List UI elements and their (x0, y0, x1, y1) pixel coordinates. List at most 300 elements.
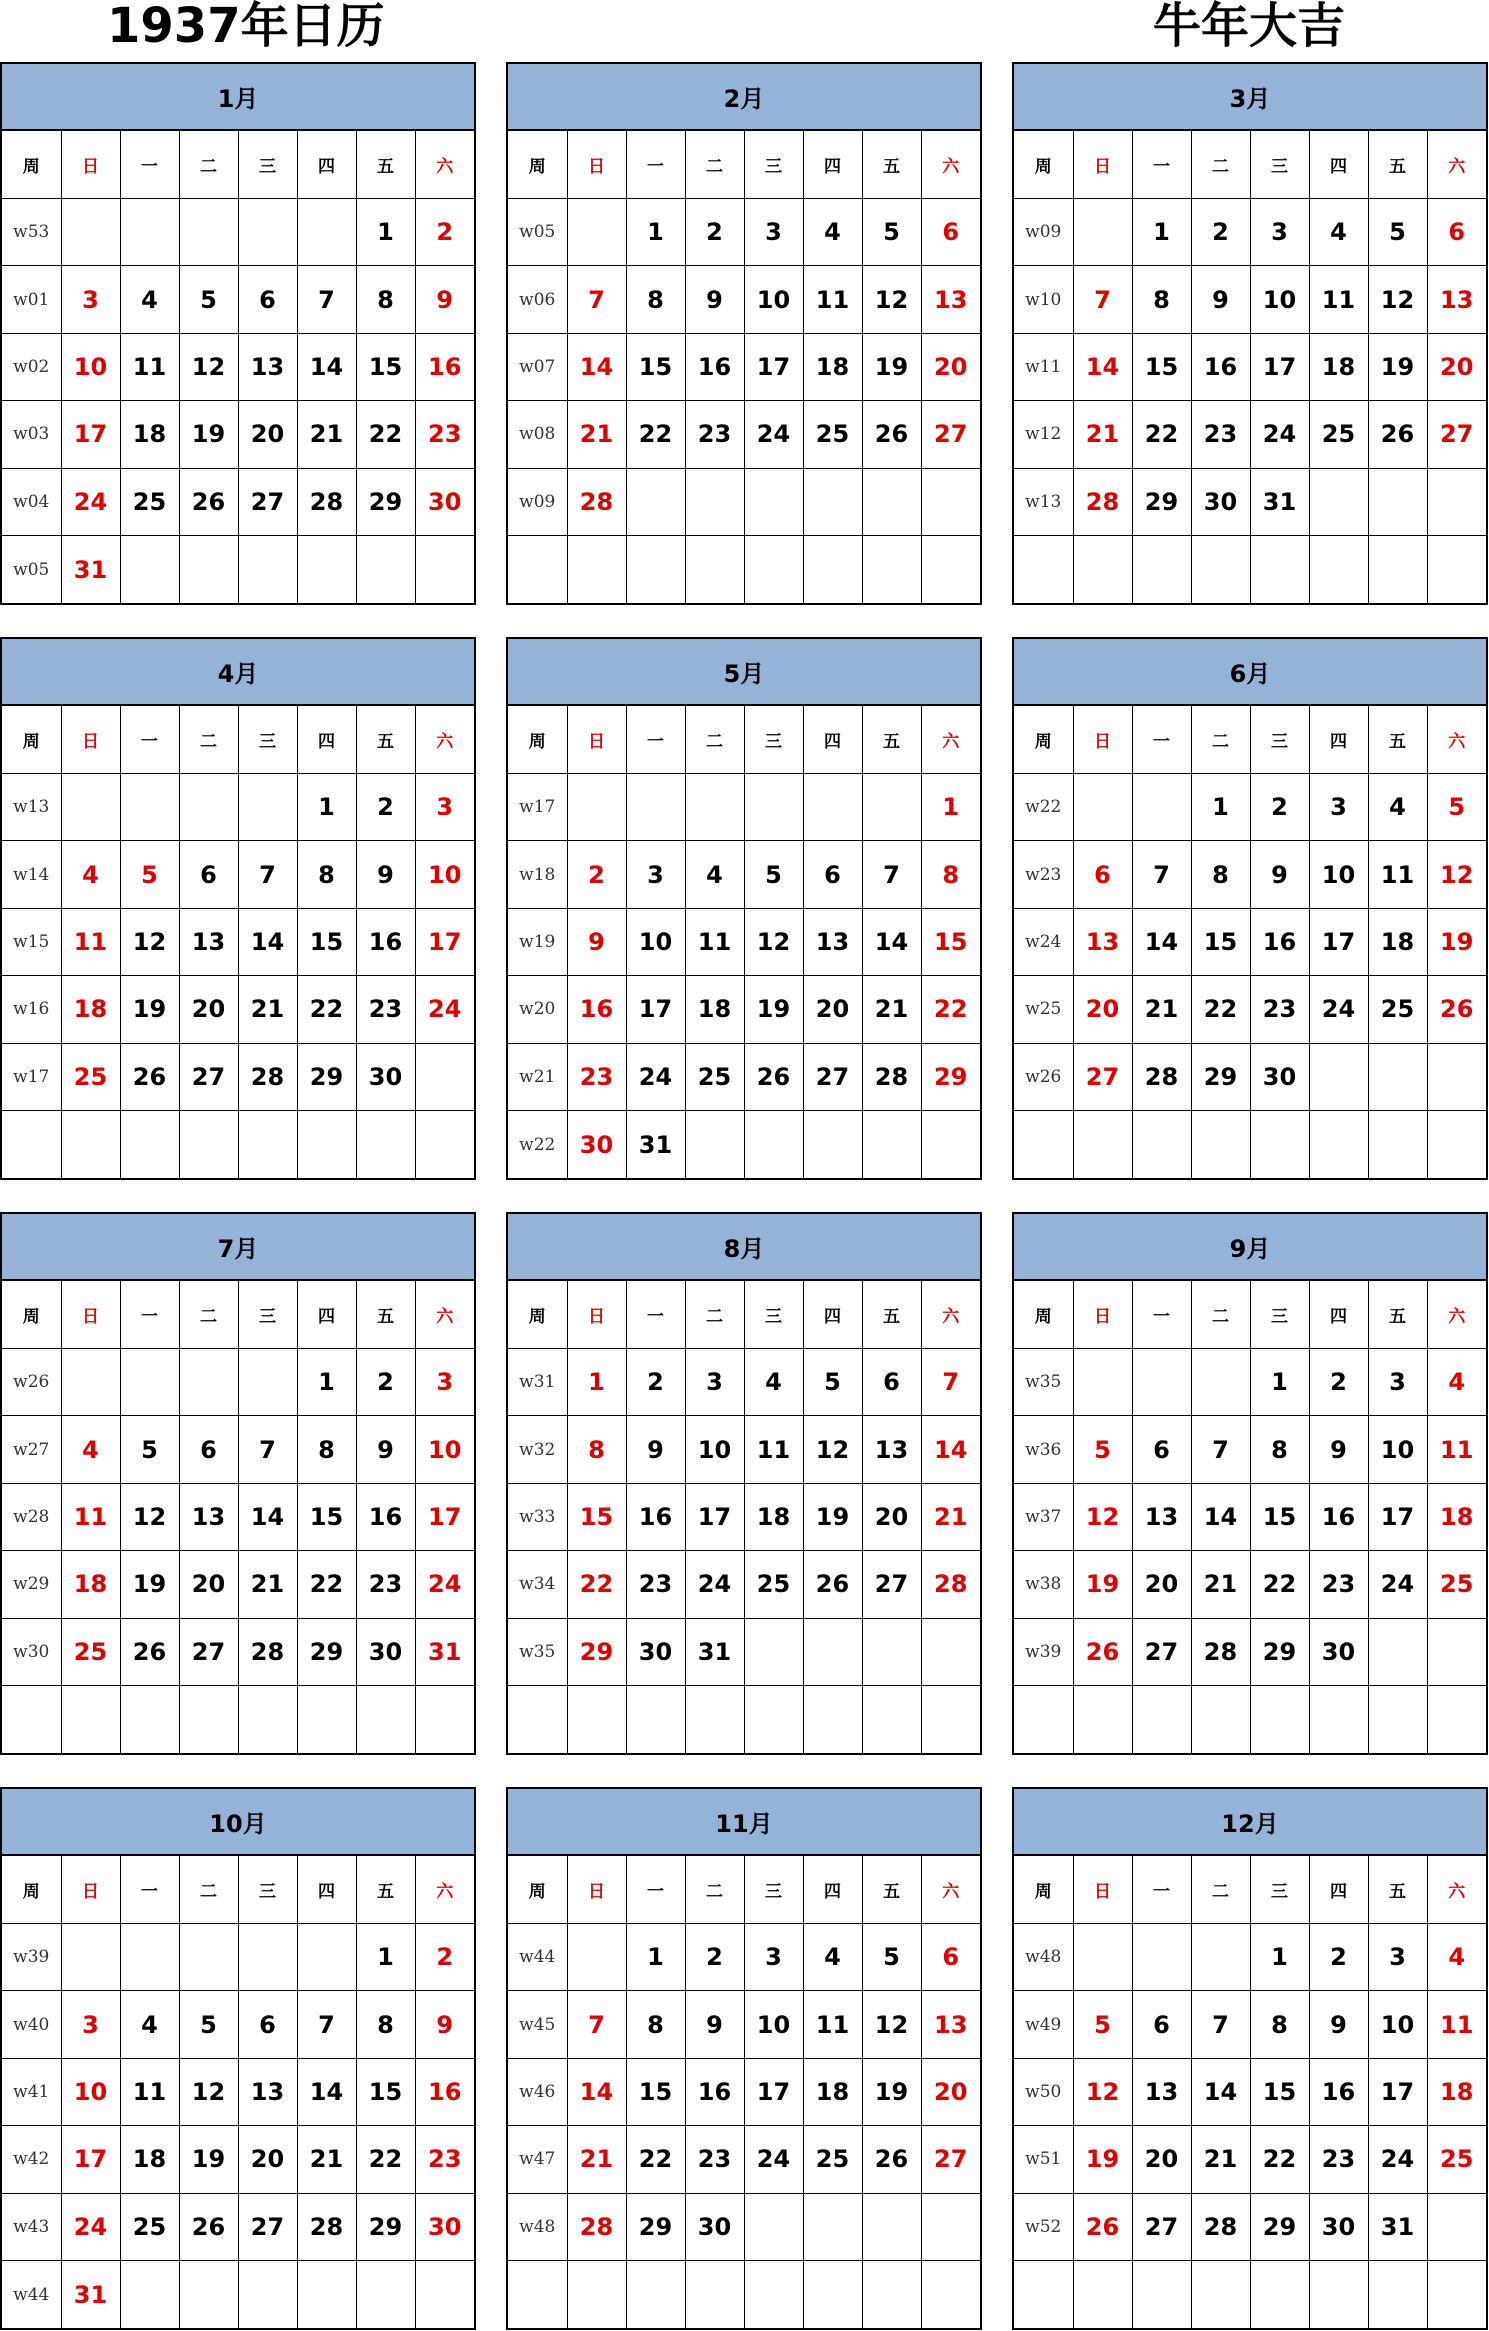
day-cell (921, 2193, 980, 2260)
day-cell: 27 (1132, 2193, 1191, 2260)
day-cell: 8 (921, 841, 980, 908)
week-row (508, 1923, 980, 1990)
day-cell (415, 1686, 474, 1753)
week-row (1014, 536, 1486, 603)
day-cell: 11 (1368, 841, 1427, 908)
week-row (2, 2058, 474, 2125)
weekday-header: 日 (567, 1856, 626, 1923)
day-cell (1132, 773, 1191, 840)
day-cell: 11 (1427, 1991, 1486, 2058)
day-cell: 7 (238, 1416, 297, 1483)
week-number: w27 (2, 1416, 61, 1483)
week-number: w17 (508, 773, 567, 840)
day-cell (297, 1923, 356, 1990)
day-cell (120, 198, 179, 265)
day-cell (567, 1923, 626, 1990)
day-cell: 5 (120, 1416, 179, 1483)
day-cell: 20 (1073, 976, 1132, 1043)
day-cell: 7 (297, 266, 356, 333)
week-column-header: 周 (508, 131, 567, 198)
weekday-header: 三 (1250, 131, 1309, 198)
day-cell: 29 (1250, 1618, 1309, 1685)
week-number: w13 (1014, 468, 1073, 535)
day-cell: 29 (297, 1618, 356, 1685)
day-cell: 23 (685, 401, 744, 468)
day-cell (1132, 1686, 1191, 1753)
month-title: 2月 (508, 64, 980, 131)
day-cell: 13 (1073, 908, 1132, 975)
day-cell: 21 (567, 2126, 626, 2193)
day-cell (921, 468, 980, 535)
day-cell (1427, 2261, 1486, 2328)
day-cell (120, 1923, 179, 1990)
day-cell: 29 (1132, 468, 1191, 535)
weekday-header: 日 (1073, 1856, 1132, 1923)
day-cell: 17 (744, 333, 803, 400)
day-cell (803, 2193, 862, 2260)
day-cell (744, 536, 803, 603)
month-title: 11月 (508, 1789, 980, 1856)
day-cell: 12 (744, 908, 803, 975)
weekday-header: 五 (356, 131, 415, 198)
day-cell (120, 2261, 179, 2328)
day-cell: 11 (61, 908, 120, 975)
day-cell: 2 (685, 1923, 744, 1990)
day-cell: 17 (1250, 333, 1309, 400)
day-cell: 12 (1073, 1483, 1132, 1550)
day-cell: 21 (862, 976, 921, 1043)
weekday-header: 六 (1427, 131, 1486, 198)
week-number: w12 (1014, 401, 1073, 468)
day-cell: 22 (1250, 2126, 1309, 2193)
week-number: w02 (2, 333, 61, 400)
day-cell (1368, 1618, 1427, 1685)
weekday-header: 五 (356, 706, 415, 773)
day-cell: 6 (1132, 1991, 1191, 2058)
week-row (2, 333, 474, 400)
week-column-header: 周 (1014, 706, 1073, 773)
day-cell: 15 (626, 2058, 685, 2125)
day-cell (567, 2261, 626, 2328)
day-cell: 30 (356, 1043, 415, 1110)
week-column-header: 周 (2, 131, 61, 198)
day-cell: 17 (61, 401, 120, 468)
day-cell: 17 (61, 2126, 120, 2193)
day-cell: 28 (297, 468, 356, 535)
day-cell: 13 (179, 1483, 238, 1550)
months-grid (0, 62, 1489, 2330)
day-cell (862, 1111, 921, 1178)
day-cell: 3 (61, 1991, 120, 2058)
day-cell: 7 (1073, 266, 1132, 333)
day-cell: 5 (1073, 1416, 1132, 1483)
day-cell (1368, 1043, 1427, 1110)
day-cell: 9 (1191, 266, 1250, 333)
weekday-header: 四 (297, 706, 356, 773)
week-row (1014, 773, 1486, 840)
day-cell (567, 198, 626, 265)
day-cell (1427, 1111, 1486, 1178)
day-cell: 19 (120, 1551, 179, 1618)
day-cell: 25 (803, 401, 862, 468)
day-cell (744, 1618, 803, 1685)
day-cell: 25 (1427, 1551, 1486, 1618)
day-cell (61, 198, 120, 265)
day-cell: 24 (626, 1043, 685, 1110)
weekday-header: 四 (1309, 706, 1368, 773)
day-cell: 26 (1427, 976, 1486, 1043)
day-cell: 19 (179, 2126, 238, 2193)
day-cell: 5 (1073, 1991, 1132, 2058)
week-column-header: 周 (2, 1281, 61, 1348)
week-row (508, 536, 980, 603)
weekday-header: 五 (1368, 1856, 1427, 1923)
weekday-header: 五 (1368, 131, 1427, 198)
day-cell: 25 (61, 1043, 120, 1110)
day-cell: 12 (179, 333, 238, 400)
day-cell: 24 (1368, 1551, 1427, 1618)
day-cell: 10 (1368, 1991, 1427, 2058)
day-cell (1309, 1686, 1368, 1753)
week-number (2, 1111, 61, 1178)
day-cell: 20 (862, 1483, 921, 1550)
day-cell: 18 (120, 2126, 179, 2193)
day-cell: 2 (1250, 773, 1309, 840)
day-cell: 25 (1368, 976, 1427, 1043)
day-cell: 18 (803, 2058, 862, 2125)
day-cell (1132, 1111, 1191, 1178)
week-row (1014, 1043, 1486, 1110)
week-row (508, 401, 980, 468)
day-cell: 6 (179, 1416, 238, 1483)
day-cell: 17 (685, 1483, 744, 1550)
week-column-header: 周 (508, 706, 567, 773)
day-cell (685, 1111, 744, 1178)
weekday-header: 四 (803, 1856, 862, 1923)
weekday-header: 一 (1132, 131, 1191, 198)
day-cell (921, 536, 980, 603)
day-cell: 15 (1191, 908, 1250, 975)
weekday-header: 日 (1073, 1281, 1132, 1348)
day-cell: 20 (1132, 1551, 1191, 1618)
day-cell: 19 (179, 401, 238, 468)
week-row (508, 1618, 980, 1685)
day-cell (179, 1348, 238, 1415)
week-row (1014, 266, 1486, 333)
day-cell: 23 (567, 1043, 626, 1110)
day-cell: 13 (179, 908, 238, 975)
day-cell: 24 (1250, 401, 1309, 468)
weekday-header: 三 (744, 1856, 803, 1923)
week-number: w14 (2, 841, 61, 908)
day-cell: 14 (297, 2058, 356, 2125)
weekday-header: 日 (567, 706, 626, 773)
day-cell: 13 (921, 1991, 980, 2058)
day-cell: 9 (415, 266, 474, 333)
weekday-header: 二 (685, 131, 744, 198)
week-row (1014, 1618, 1486, 1685)
day-cell: 4 (1309, 198, 1368, 265)
day-cell (803, 1686, 862, 1753)
day-cell (1073, 2261, 1132, 2328)
day-cell (567, 536, 626, 603)
day-cell: 24 (685, 1551, 744, 1618)
day-cell: 26 (1073, 1618, 1132, 1685)
day-cell: 3 (685, 1348, 744, 1415)
day-cell (626, 1686, 685, 1753)
week-row (2, 536, 474, 603)
day-cell (238, 1111, 297, 1178)
week-column-header: 周 (508, 1281, 567, 1348)
day-cell: 26 (179, 2193, 238, 2260)
weekday-header: 一 (626, 706, 685, 773)
week-number: w07 (508, 333, 567, 400)
day-cell: 1 (356, 198, 415, 265)
day-cell: 15 (1132, 333, 1191, 400)
weekday-header: 二 (179, 1856, 238, 1923)
day-cell: 5 (179, 1991, 238, 2058)
day-cell: 4 (685, 841, 744, 908)
day-cell (356, 2261, 415, 2328)
day-cell: 23 (415, 401, 474, 468)
day-cell: 3 (415, 1348, 474, 1415)
day-cell: 19 (1073, 1551, 1132, 1618)
day-cell: 18 (120, 401, 179, 468)
day-cell: 13 (1427, 266, 1486, 333)
day-cell: 10 (61, 333, 120, 400)
week-number: w32 (508, 1416, 567, 1483)
week-number: w34 (508, 1551, 567, 1618)
day-cell (685, 773, 744, 840)
day-cell (921, 1111, 980, 1178)
day-cell: 24 (61, 2193, 120, 2260)
week-row (2, 1111, 474, 1178)
week-number: w21 (508, 1043, 567, 1110)
week-number: w50 (1014, 2058, 1073, 2125)
week-row (2, 773, 474, 840)
weekday-header: 六 (415, 706, 474, 773)
day-cell (179, 1923, 238, 1990)
weekday-header: 四 (297, 1281, 356, 1348)
day-cell (803, 536, 862, 603)
day-cell: 30 (415, 2193, 474, 2260)
week-row (508, 468, 980, 535)
day-cell: 4 (803, 198, 862, 265)
day-cell (803, 2261, 862, 2328)
day-cell: 12 (862, 1991, 921, 2058)
weekday-header: 五 (356, 1281, 415, 1348)
day-cell: 20 (803, 976, 862, 1043)
day-cell (61, 1686, 120, 1753)
day-cell (862, 468, 921, 535)
day-cell: 15 (1250, 2058, 1309, 2125)
month-calendar (506, 1212, 982, 1755)
day-cell: 26 (803, 1551, 862, 1618)
day-cell: 15 (356, 333, 415, 400)
week-row (1014, 1991, 1486, 2058)
day-cell: 1 (626, 198, 685, 265)
week-row (508, 198, 980, 265)
day-cell (803, 1618, 862, 1685)
day-cell (61, 1111, 120, 1178)
day-cell (356, 1111, 415, 1178)
day-cell: 3 (61, 266, 120, 333)
day-cell (356, 536, 415, 603)
day-cell: 4 (61, 1416, 120, 1483)
day-cell: 24 (1368, 2126, 1427, 2193)
day-cell: 22 (626, 2126, 685, 2193)
week-number: w51 (1014, 2126, 1073, 2193)
week-column-header: 周 (508, 1856, 567, 1923)
week-row (508, 1348, 980, 1415)
day-cell (744, 1111, 803, 1178)
day-cell: 13 (803, 908, 862, 975)
week-row (2, 198, 474, 265)
day-cell: 17 (415, 1483, 474, 1550)
week-number: w30 (2, 1618, 61, 1685)
week-row (508, 2126, 980, 2193)
week-number (508, 1686, 567, 1753)
day-cell: 10 (1250, 266, 1309, 333)
day-cell: 29 (1191, 1043, 1250, 1110)
day-cell (179, 1686, 238, 1753)
week-number (1014, 536, 1073, 603)
day-cell: 2 (1191, 198, 1250, 265)
day-cell: 16 (1309, 1483, 1368, 1550)
day-cell: 9 (626, 1416, 685, 1483)
week-row (508, 2193, 980, 2260)
day-cell: 11 (685, 908, 744, 975)
weekday-header: 二 (685, 1856, 744, 1923)
day-cell (626, 536, 685, 603)
week-number: w46 (508, 2058, 567, 2125)
day-cell (415, 1043, 474, 1110)
day-cell (1132, 536, 1191, 603)
day-cell: 14 (567, 333, 626, 400)
weekday-header: 二 (685, 1281, 744, 1348)
day-cell: 10 (1309, 841, 1368, 908)
weekday-header: 四 (803, 706, 862, 773)
day-cell: 27 (1427, 401, 1486, 468)
week-row (508, 1043, 980, 1110)
day-cell: 25 (744, 1551, 803, 1618)
day-cell (685, 468, 744, 535)
day-cell: 31 (415, 1618, 474, 1685)
weekday-header: 二 (179, 706, 238, 773)
day-cell (120, 1111, 179, 1178)
week-row (1014, 1111, 1486, 1178)
weekday-header: 一 (120, 131, 179, 198)
day-cell: 31 (61, 536, 120, 603)
month-table (1014, 706, 1486, 1178)
weekday-header: 三 (238, 1856, 297, 1923)
weekday-header: 五 (1368, 706, 1427, 773)
week-number: w40 (2, 1991, 61, 2058)
week-number (2, 1686, 61, 1753)
week-number: w11 (1014, 333, 1073, 400)
day-cell: 11 (120, 333, 179, 400)
day-cell: 19 (803, 1483, 862, 1550)
month-table (508, 1856, 980, 2328)
day-cell (567, 1686, 626, 1753)
calendar-subtitle: 牛年大吉 (1153, 0, 1346, 54)
weekday-header: 日 (1073, 131, 1132, 198)
day-cell: 30 (1309, 1618, 1368, 1685)
day-cell (862, 1618, 921, 1685)
weekday-header: 五 (862, 1281, 921, 1348)
month-title: 6月 (1014, 639, 1486, 706)
day-cell: 3 (1309, 773, 1368, 840)
day-cell: 23 (356, 1551, 415, 1618)
day-cell (1132, 1923, 1191, 1990)
day-cell: 6 (803, 841, 862, 908)
weekday-header: 四 (1309, 1281, 1368, 1348)
day-cell: 16 (415, 2058, 474, 2125)
weekday-header: 日 (567, 1281, 626, 1348)
day-cell: 29 (356, 2193, 415, 2260)
day-cell (120, 1348, 179, 1415)
month-calendar (1012, 1212, 1488, 1755)
day-cell: 21 (297, 401, 356, 468)
day-cell: 1 (1250, 1348, 1309, 1415)
day-cell (862, 773, 921, 840)
day-cell: 10 (744, 266, 803, 333)
day-cell: 10 (415, 841, 474, 908)
day-cell (1191, 536, 1250, 603)
day-cell: 1 (921, 773, 980, 840)
day-cell (744, 773, 803, 840)
month-title: 5月 (508, 639, 980, 706)
week-number: w41 (2, 2058, 61, 2125)
day-cell: 8 (1132, 266, 1191, 333)
day-cell: 15 (297, 908, 356, 975)
weekday-header: 六 (1427, 1281, 1486, 1348)
week-number: w24 (1014, 908, 1073, 975)
day-cell: 28 (1132, 1043, 1191, 1110)
month-table (2, 1856, 474, 2328)
weekday-header: 二 (179, 131, 238, 198)
day-cell (862, 536, 921, 603)
day-cell: 30 (567, 1111, 626, 1178)
day-cell: 21 (921, 1483, 980, 1550)
day-cell: 2 (567, 841, 626, 908)
day-cell: 22 (356, 401, 415, 468)
day-cell: 11 (803, 266, 862, 333)
day-cell: 12 (120, 908, 179, 975)
week-row (1014, 1923, 1486, 1990)
weekday-header: 六 (921, 1856, 980, 1923)
month-table (2, 706, 474, 1178)
day-cell (1309, 468, 1368, 535)
day-cell: 28 (862, 1043, 921, 1110)
day-cell: 5 (803, 1348, 862, 1415)
day-cell: 6 (1427, 198, 1486, 265)
day-cell: 20 (921, 2058, 980, 2125)
day-cell (1427, 1686, 1486, 1753)
day-cell: 22 (1132, 401, 1191, 468)
day-cell: 23 (1250, 976, 1309, 1043)
day-cell: 2 (685, 198, 744, 265)
week-number: w35 (1014, 1348, 1073, 1415)
month-calendar (506, 637, 982, 1180)
month-calendar (1012, 1787, 1488, 2330)
day-cell: 13 (238, 2058, 297, 2125)
week-number: w09 (1014, 198, 1073, 265)
month-table (2, 131, 474, 603)
day-cell (1191, 1348, 1250, 1415)
day-cell: 3 (744, 1923, 803, 1990)
day-cell: 5 (179, 266, 238, 333)
